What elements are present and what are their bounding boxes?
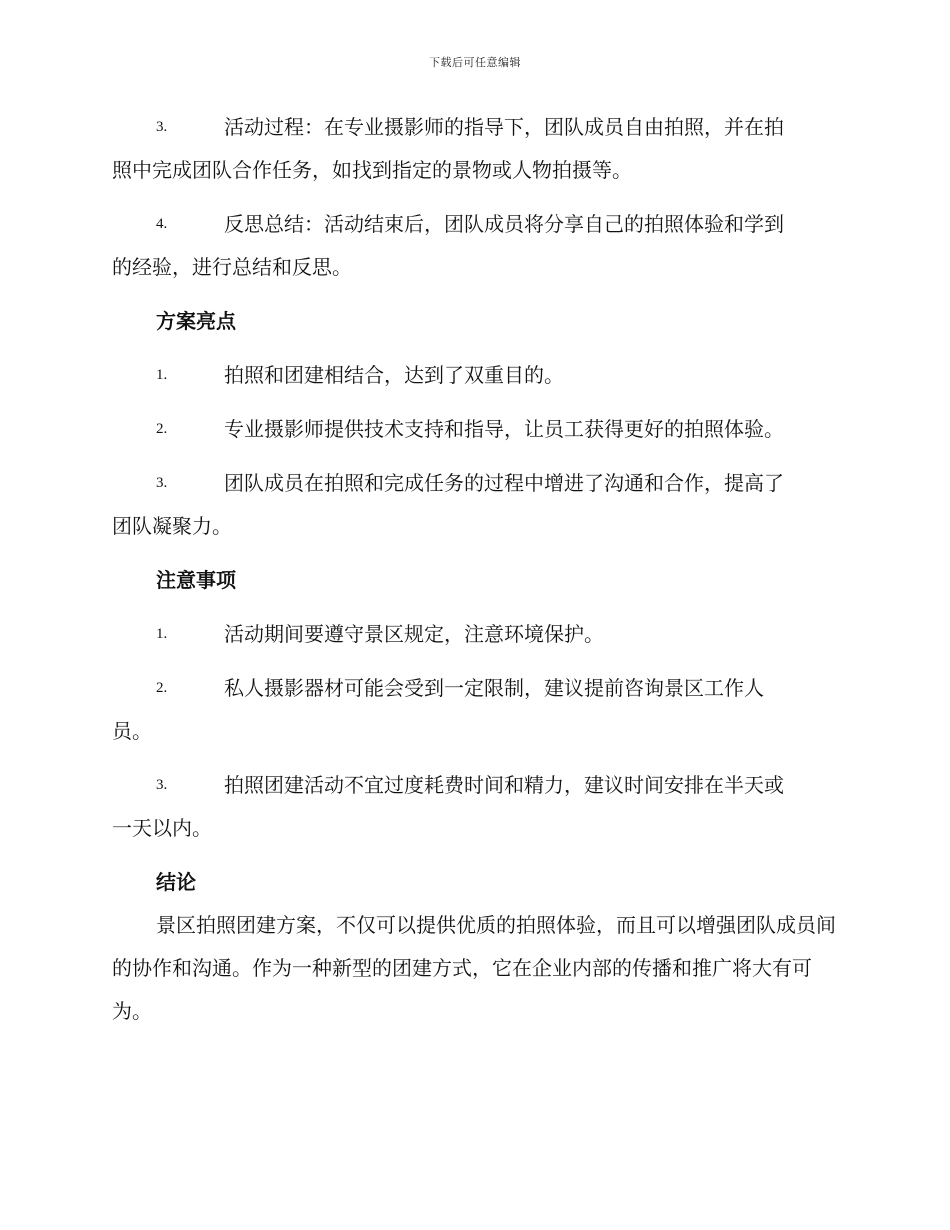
list-item-text: 私人摄影器材可能会受到一定限制，建议提前咨询景区工作人 [224, 676, 764, 700]
list-item-number: 2. [156, 421, 168, 437]
list-item-continuation: 团队凝聚力。 [112, 514, 232, 538]
list-item-number: 4. [156, 216, 168, 232]
document-body [112, 106, 837, 1033]
list-item [112, 613, 837, 656]
list-item-continuation: 一天以内。 [112, 816, 212, 840]
list-item [112, 106, 837, 192]
conclusion-paragraph: 景区拍照团建方案，不仅可以提供优质的拍照体验，而且可以增强团队成员间的协作和沟通。作为一种新型的团建方式，它在企业内部的传播和推广将大有可为。 [112, 913, 836, 1023]
section-heading-conclusion: 结论 [156, 870, 196, 894]
list-item-text: 拍照和团建相结合，达到了双重目的。 [224, 363, 564, 387]
page-header: 下载后可任意编辑 [429, 56, 521, 69]
list-item-text: 活动期间要遵守景区规定，注意环境保护。 [224, 622, 604, 646]
list-item-number: 3. [156, 475, 168, 491]
list-item-continuation: 照中完成团队合作任务，如找到指定的景物或人物拍摄等。 [112, 158, 632, 182]
list-item-text: 团队成员在拍照和完成任务的过程中增进了沟通和合作，提高了 [224, 471, 784, 495]
section-heading-notes: 注意事项 [156, 568, 236, 592]
list-item [112, 408, 837, 451]
list-item-continuation: 的经验，进行总结和反思。 [112, 255, 352, 279]
list-item-text: 专业摄影师提供技术支持和指导，让员工获得更好的拍照体验。 [224, 417, 784, 441]
list-item-number: 3. [156, 777, 168, 793]
list-item [112, 462, 837, 548]
list-item-text: 活动过程：在专业摄影师的指导下，团队成员自由拍照，并在拍 [224, 115, 784, 139]
list-item-text: 反思总结：活动结束后，团队成员将分享自己的拍照体验和学到 [224, 212, 784, 236]
list-item-text: 拍照团建活动不宜过度耗费时间和精力，建议时间安排在半天或 [224, 773, 784, 797]
section-heading-highlights: 方案亮点 [156, 309, 236, 333]
list-item-number: 3. [156, 119, 168, 135]
list-item [112, 203, 837, 289]
list-item-continuation: 员。 [112, 719, 152, 743]
list-item-number: 1. [156, 626, 168, 642]
list-item [112, 354, 837, 397]
list-item [112, 764, 837, 850]
list-item-number: 1. [156, 367, 168, 383]
list-item [112, 667, 837, 753]
list-item-number: 2. [156, 680, 168, 696]
